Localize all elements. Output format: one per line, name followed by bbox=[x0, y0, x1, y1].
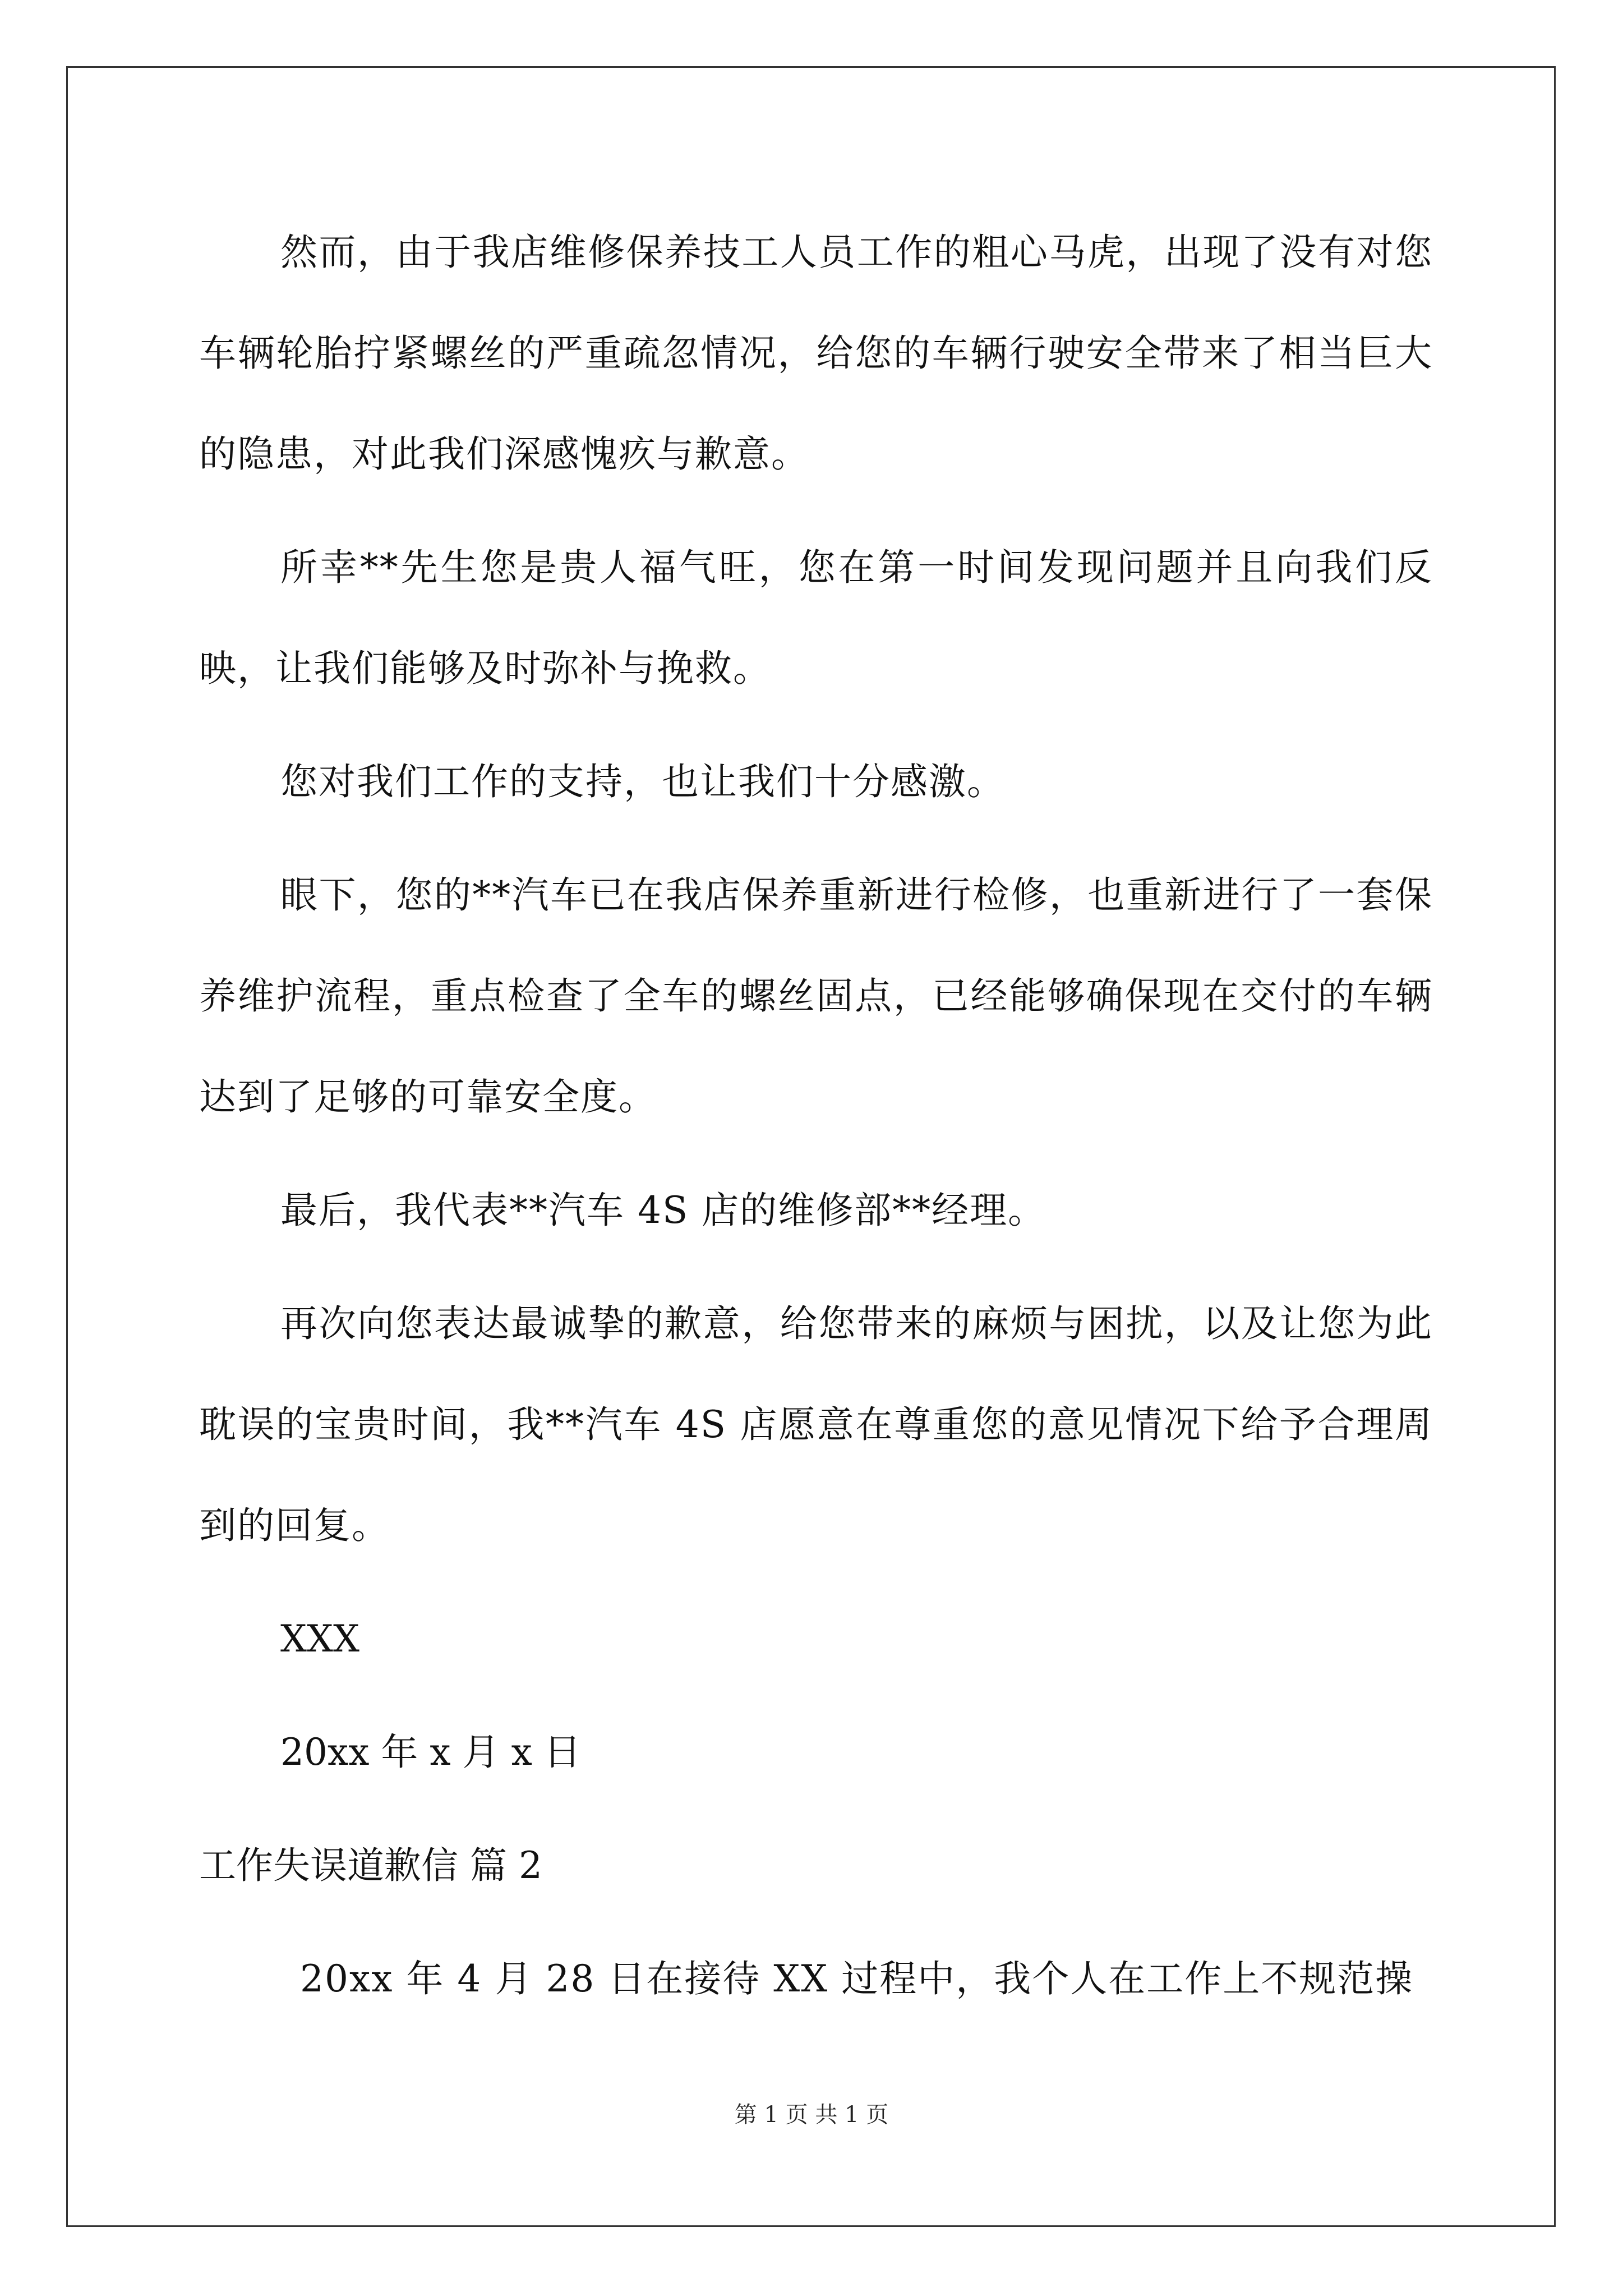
document-body bbox=[199, 202, 1433, 2042]
section-heading: 工作失误道歉信 篇 2 bbox=[199, 1844, 542, 1887]
paragraph-apology-reason: 然而，由于我店维修保养技工人员工作的粗心马虎，出现了没有对您车辆轮胎拧紧螺丝的严重疏忽情况，给您的车辆行驶安全带来了相当巨大的隐患，对此我们深感愧疚与歉意。 bbox=[199, 231, 1433, 476]
paragraph-fortunate: 所幸**先生您是贵人福气旺，您在第一时间发现问题并且向我们反映，让我们能够及时弥补与挽救。 bbox=[199, 546, 1433, 690]
signature-name: XXX bbox=[280, 1617, 359, 1660]
paragraph-closing: 再次向您表达最诚挚的歉意，给您带来的麻烦与困扰，以及让您为此耽误的宝贵时间，我**汽车 4S 店愿意在尊重您的意见情况下给予合理周到的回复。 bbox=[199, 1302, 1433, 1547]
page-footer bbox=[0, 2098, 1623, 2132]
section-first-paragraph: 20xx 年 4 月 28 日在接待 XX 过程中，我个人在工作上不规范操 bbox=[300, 1957, 1414, 2000]
paragraph-representative: 最后，我代表**汽车 4S 店的维修部**经理。 bbox=[280, 1189, 1046, 1232]
page-number-info: 第 1 页 共 1 页 bbox=[734, 2102, 889, 2128]
paragraph-thanks: 您对我们工作的支持，也让我们十分感激。 bbox=[280, 760, 1005, 803]
signature-date: 20xx 年 x 月 x 日 bbox=[280, 1731, 581, 1774]
paragraph-repair-status: 眼下，您的**汽车已在我店保养重新进行检修，也重新进行了一套保养维护流程，重点检查了全车的螺丝固点，已经能够确保现在交付的车辆达到了足够的可靠安全度。 bbox=[199, 873, 1433, 1119]
